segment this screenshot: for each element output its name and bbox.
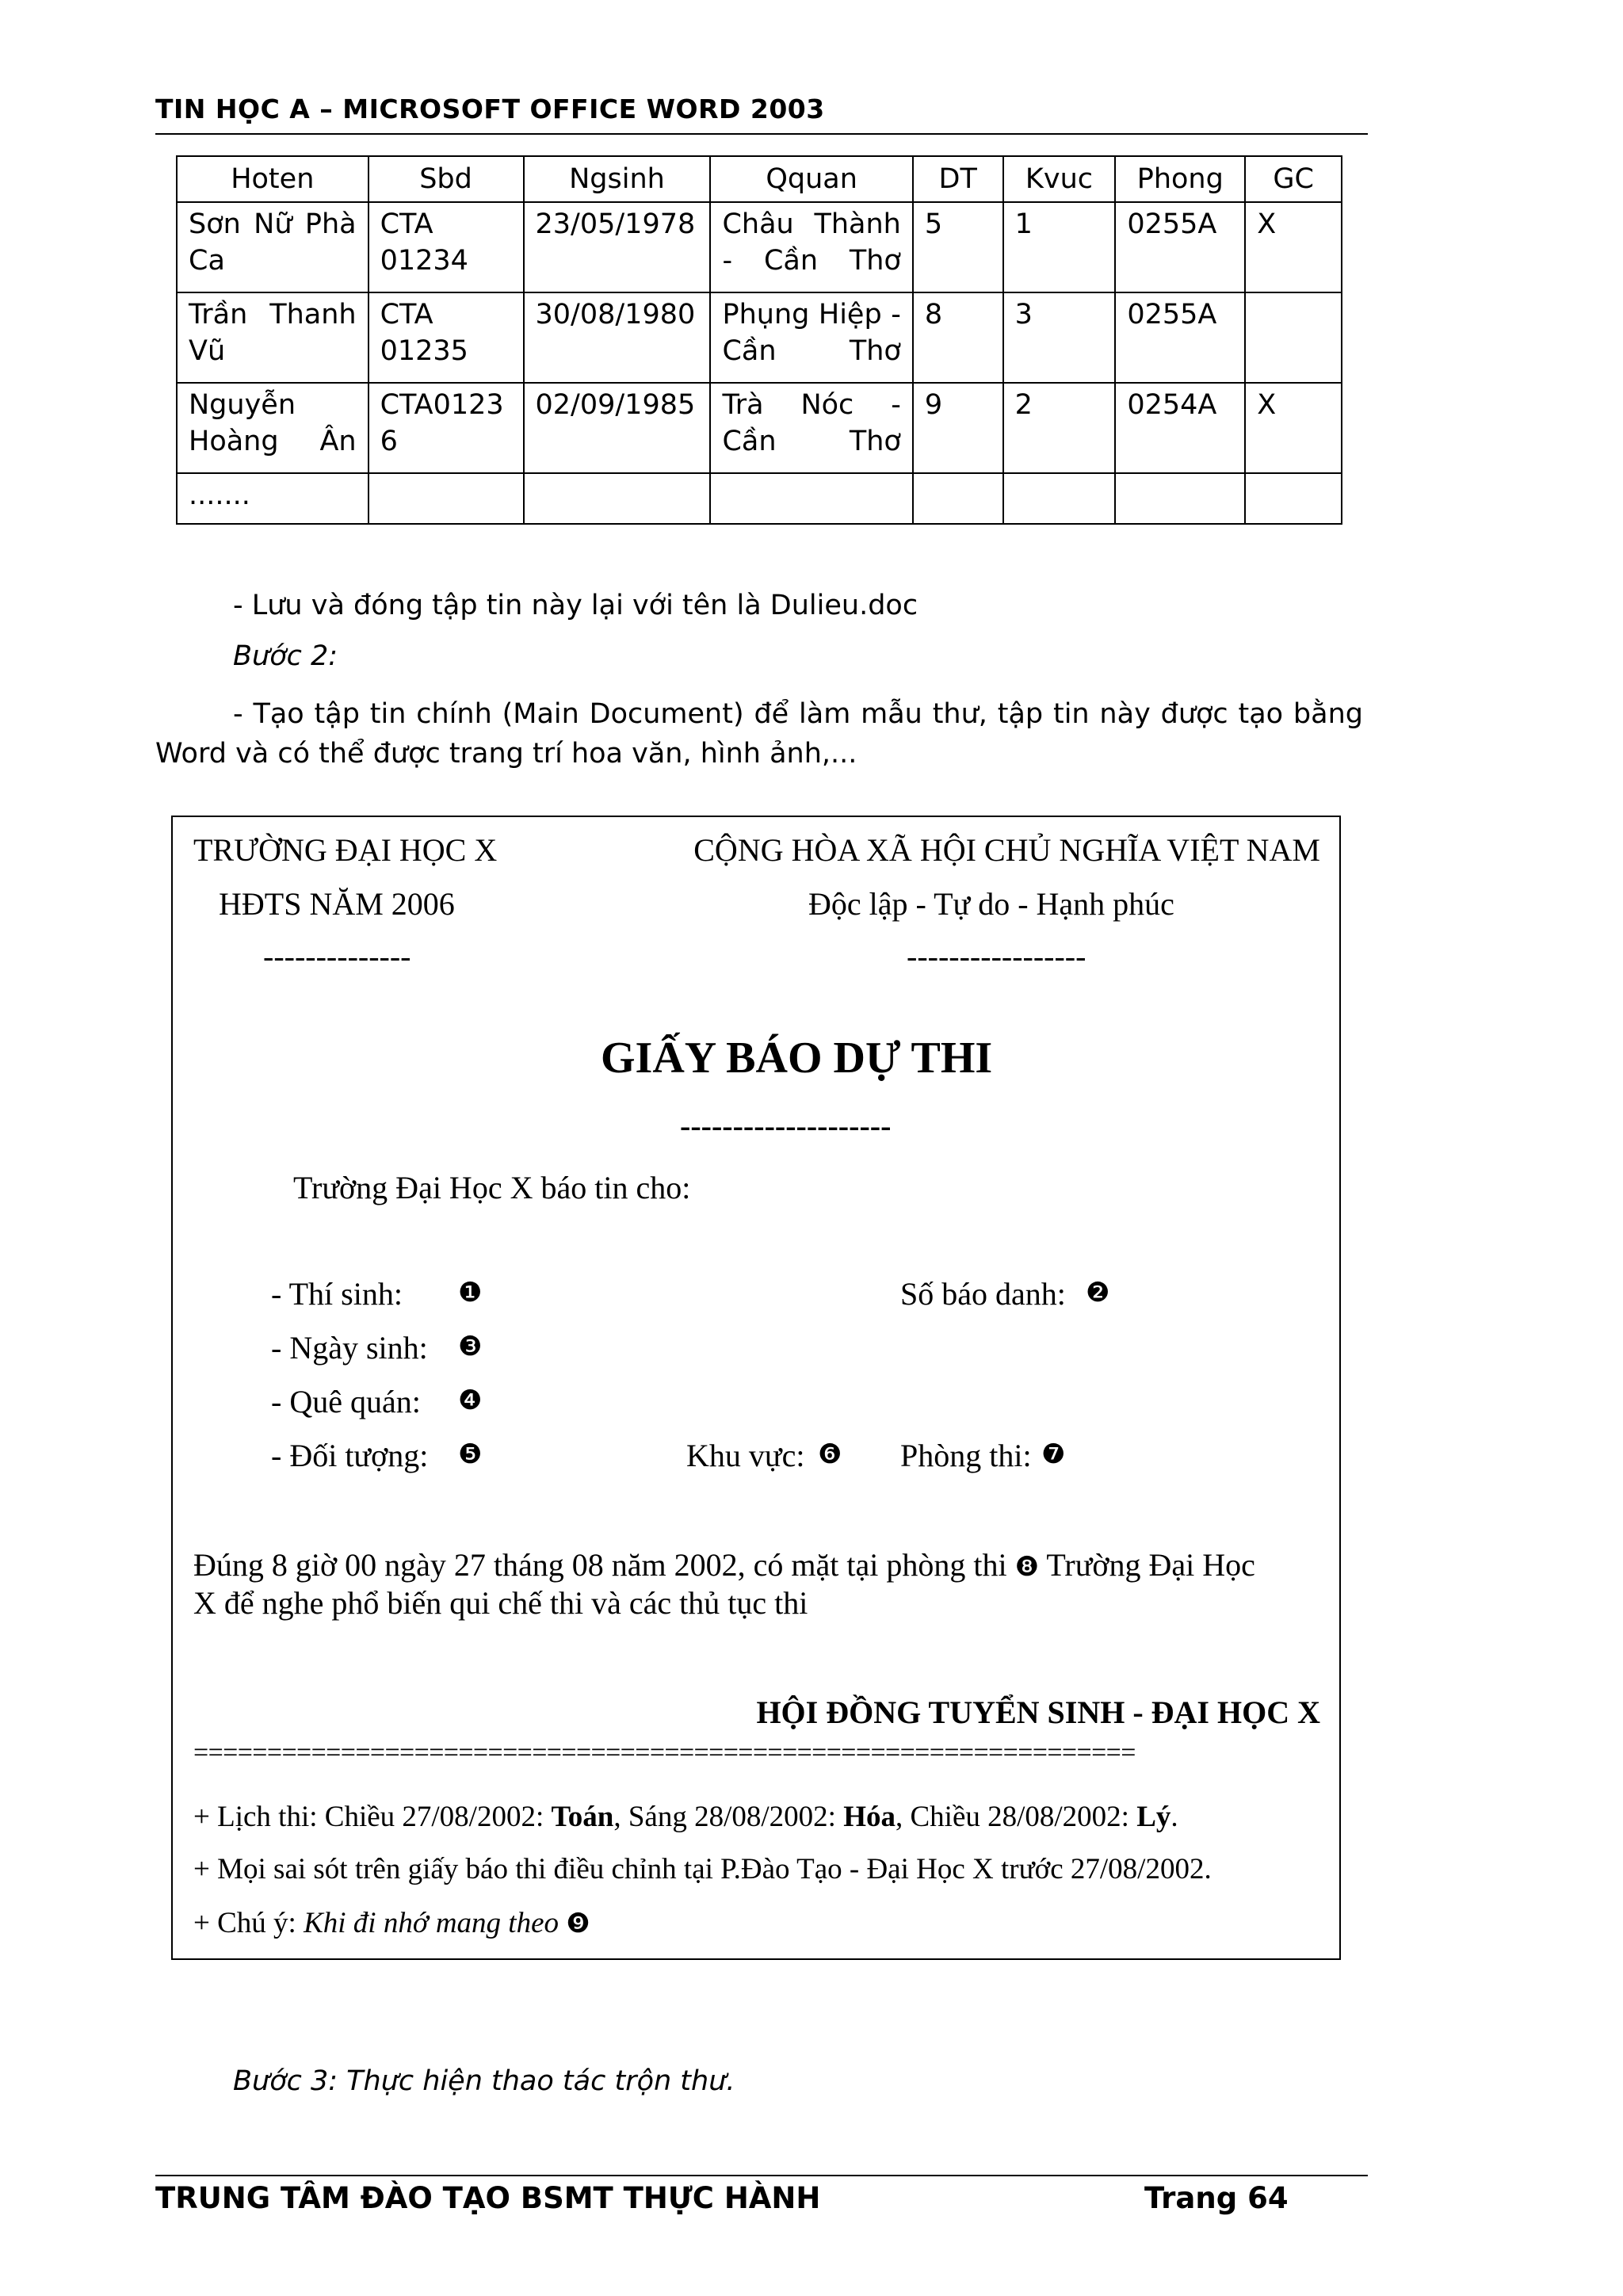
table-cell: Trà Nóc - Cần Thơ [710, 383, 912, 473]
table-row [177, 292, 1342, 383]
registration-number-label: Số báo danh: [900, 1276, 1066, 1312]
table-cell [1245, 292, 1342, 383]
step-2-heading: Bước 2: [233, 640, 338, 672]
field-marker-1-icon: ❶ [458, 1277, 483, 1308]
schedule-end: . [1170, 1801, 1178, 1833]
field-marker-8-icon: ❽ [1014, 1551, 1040, 1583]
motto: Độc lập - Tự do - Hạnh phúc [808, 886, 1174, 922]
table-cell: CTA 01235 [369, 292, 524, 383]
table-cell: 0255A [1115, 202, 1245, 292]
table-cell: Sơn Nữ Phà Ca [177, 202, 369, 292]
table-cell [1115, 473, 1245, 524]
table-cell: X [1245, 202, 1342, 292]
table-cell [1003, 473, 1116, 524]
column-header: GC [1245, 156, 1342, 202]
area-label: Khu vực: [686, 1438, 805, 1473]
create-instruction: - Tạo tập tin chính (Main Document) để làm mẫu thư, tập tin này được tạo bằng Word và có thể được trang trí hoa văn, hình ảnh,... [155, 698, 1363, 770]
table-cell: CTA0123 6 [369, 383, 524, 473]
column-header: DT [913, 156, 1003, 202]
table-cell: 2 [1003, 383, 1116, 473]
column-header: Sbd [369, 156, 524, 202]
republic-heading: CỘNG HÒA XÃ HỘI CHỦ NGHĨA VIỆT NAM [693, 832, 1320, 868]
field-marker-4-icon: ❹ [458, 1385, 483, 1416]
footer-rule [155, 2175, 1368, 2176]
table-cell: 1 [1003, 202, 1116, 292]
field-marker-2-icon: ❷ [1086, 1277, 1110, 1308]
table-cell [1245, 473, 1342, 524]
notice-intro: Trường Đại Học X báo tin cho: [293, 1170, 691, 1205]
table-cell: Trần Thanh Vũ [177, 292, 369, 383]
table-cell: Châu Thành - Cần Thơ [710, 202, 912, 292]
field-marker-3-icon: ❸ [458, 1331, 483, 1362]
table-cell: X [1245, 383, 1342, 473]
table-row [177, 383, 1342, 473]
notice-title: GIẤY BÁO DỰ THI [601, 1033, 993, 1083]
table-cell [710, 473, 912, 524]
schedule-mid-1: , Sáng 28/08/2002: [613, 1801, 844, 1833]
page-number: Trang 64 [1144, 2181, 1289, 2215]
field-marker-5-icon: ❺ [458, 1438, 483, 1470]
table-cell: ....... [177, 473, 369, 524]
body-line-1-text: Đúng 8 giờ 00 ngày 27 tháng 08 năm 2002, có mặt tại phòng thi [193, 1547, 1007, 1583]
subject-math: Toán [551, 1801, 614, 1833]
table-row [177, 202, 1342, 292]
exam-room-label: Phòng thi: [900, 1438, 1032, 1473]
reminder-note [193, 1906, 590, 1940]
table-cell [369, 473, 524, 524]
table-cell: 5 [913, 202, 1003, 292]
reminder-text: Khi đi nhớ mang theo [304, 1907, 559, 1939]
body-line-1 [193, 1546, 1322, 1584]
hometown-label: - Quê quán: [271, 1384, 421, 1419]
schedule-prefix: + Lịch thi: Chiều 27/08/2002: [193, 1801, 552, 1833]
table-cell: 8 [913, 292, 1003, 383]
table-cell: Nguyễn Hoàng Ân [177, 383, 369, 473]
body-line-2: X để nghe phổ biến qui chế thi và các thủ tục thi [193, 1585, 808, 1621]
column-header: Qquan [710, 156, 912, 202]
object-label: - Đối tượng: [271, 1438, 429, 1473]
column-header: Ngsinh [524, 156, 711, 202]
table-cell [524, 473, 711, 524]
title-underline: -------------------- [680, 1108, 892, 1144]
reminder-prefix: + Chú ý: [193, 1907, 304, 1939]
table-cell: Phụng Hiệp - Cần Thơ [710, 292, 912, 383]
table-header-row [177, 156, 1342, 202]
save-instruction: - Lưu và đóng tập tin này lại với tên là Dulieu.doc [233, 590, 918, 621]
subject-chemistry: Hóa [843, 1801, 896, 1833]
table-cell: 3 [1003, 292, 1116, 383]
column-header: Hoten [177, 156, 369, 202]
column-header: Phong [1115, 156, 1245, 202]
separator-line: ================================================================ [193, 1738, 1136, 1767]
body-line-1-end: Trường Đại Học [1046, 1547, 1255, 1583]
left-divider: -------------- [263, 938, 411, 974]
field-marker-9-icon: ❾ [566, 1908, 590, 1939]
field-marker-7-icon: ❼ [1041, 1438, 1066, 1470]
page-header: TIN HỌC A – MICROSOFT OFFICE WORD 2003 [155, 94, 825, 124]
exam-schedule [193, 1800, 1178, 1834]
schedule-mid-2: , Chiều 28/08/2002: [895, 1801, 1137, 1833]
birth-date-label: - Ngày sinh: [271, 1330, 428, 1366]
admissions-board: HĐTS NĂM 2006 [219, 886, 455, 922]
table-cell: 9 [913, 383, 1003, 473]
footer-center-name: TRUNG TÂM ĐÀO TẠO BSMT THỰC HÀNH [155, 2181, 821, 2215]
committee-signature: HỘI ĐỒNG TUYỂN SINH - ĐẠI HỌC X [756, 1694, 1320, 1730]
header-rule [155, 133, 1368, 135]
school-name: TRƯỜNG ĐẠI HỌC X [193, 832, 498, 868]
table-cell: 30/08/1980 [524, 292, 711, 383]
exam-notice-template [171, 816, 1341, 1960]
errors-note: + Mọi sai sót trên giấy báo thi điều chỉnh tại P.Đào Tạo - Đại Học X trước 27/08/2002. [193, 1853, 1212, 1885]
field-marker-6-icon: ❻ [818, 1438, 842, 1470]
table-cell: CTA 01234 [369, 202, 524, 292]
column-header: Kvuc [1003, 156, 1116, 202]
table-cell: 0255A [1115, 292, 1245, 383]
table-cell: 02/09/1985 [524, 383, 711, 473]
candidate-label: - Thí sinh: [271, 1276, 403, 1312]
subject-physics: Lý [1136, 1801, 1171, 1833]
table-cell: 0254A [1115, 383, 1245, 473]
table-cell: 23/05/1978 [524, 202, 711, 292]
data-table [176, 155, 1342, 525]
table-row [177, 473, 1342, 524]
table-cell [913, 473, 1003, 524]
right-divider: ----------------- [907, 938, 1086, 974]
step-3-heading: Bước 3: Thực hiện thao tác trộn thư. [233, 2065, 735, 2097]
